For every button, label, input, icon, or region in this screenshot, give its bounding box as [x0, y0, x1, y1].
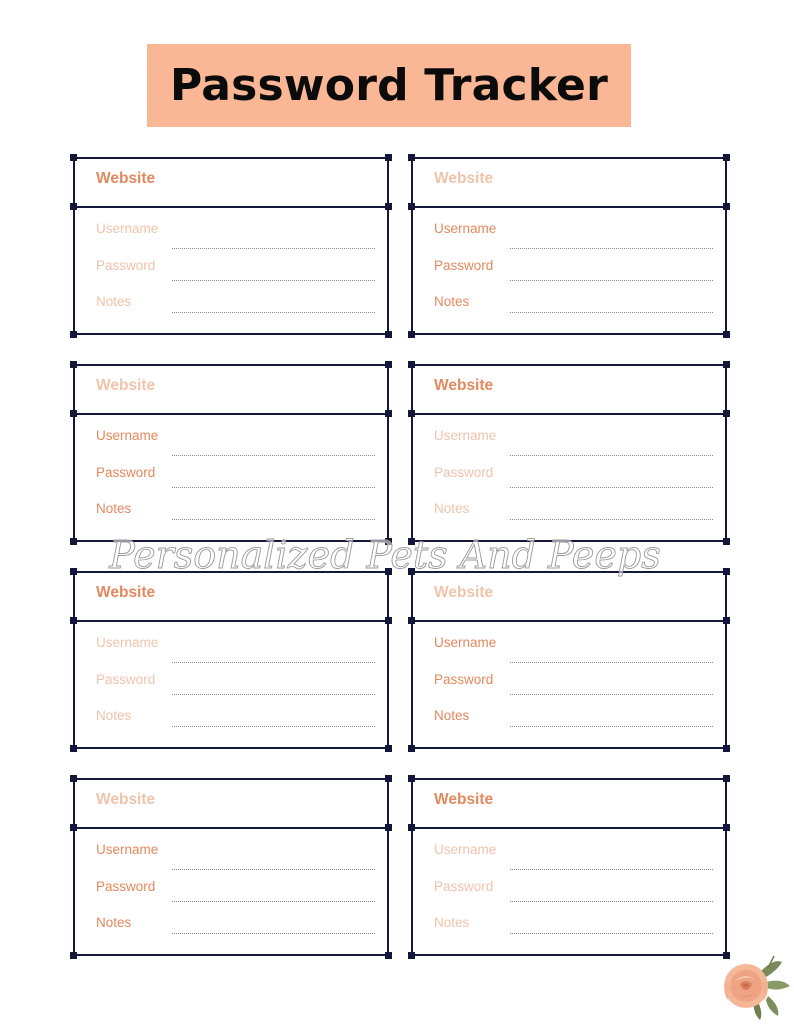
notes-label: Notes — [96, 501, 132, 516]
corner-marker — [385, 952, 392, 959]
card-divider — [413, 827, 725, 829]
username-label: Username — [434, 842, 497, 857]
password-card — [411, 157, 727, 335]
username-line[interactable] — [510, 248, 713, 249]
username-label: Username — [96, 635, 159, 650]
notes-label: Notes — [96, 294, 132, 309]
watermark — [100, 520, 670, 590]
password-line[interactable] — [510, 694, 713, 695]
notes-label: Notes — [96, 708, 132, 723]
corner-marker — [723, 154, 730, 161]
notes-label: Notes — [96, 915, 132, 930]
corner-marker — [385, 745, 392, 752]
password-card — [73, 364, 389, 542]
watermark-text: Personalized Pets And Peeps — [109, 533, 661, 577]
corner-marker — [70, 745, 77, 752]
website-label: Website — [434, 584, 494, 601]
notes-label: Notes — [434, 501, 470, 516]
website-label: Website — [434, 791, 494, 808]
corner-marker — [723, 361, 730, 368]
card-divider — [75, 620, 387, 622]
notes-label: Notes — [434, 915, 470, 930]
password-label: Password — [434, 258, 494, 273]
corner-marker — [408, 331, 415, 338]
username-label: Username — [434, 428, 497, 443]
notes-line[interactable] — [172, 726, 375, 727]
username-label: Username — [96, 428, 159, 443]
password-line[interactable] — [510, 280, 713, 281]
corner-marker — [408, 952, 415, 959]
username-label: Username — [96, 842, 159, 857]
website-label: Website — [96, 377, 156, 394]
username-line[interactable] — [510, 455, 713, 456]
corner-marker — [70, 568, 77, 575]
title-banner — [147, 44, 631, 127]
corner-marker — [70, 331, 77, 338]
username-label: Username — [96, 221, 159, 236]
card-divider — [413, 413, 725, 415]
corner-marker — [70, 952, 77, 959]
password-label: Password — [434, 672, 494, 687]
corner-marker — [408, 154, 415, 161]
notes-line[interactable] — [172, 933, 375, 934]
username-line[interactable] — [510, 869, 713, 870]
password-label: Password — [96, 258, 156, 273]
notes-line[interactable] — [510, 933, 713, 934]
page-title: Password Tracker — [169, 60, 608, 111]
corner-marker — [408, 361, 415, 368]
corner-marker — [70, 154, 77, 161]
card-divider — [75, 413, 387, 415]
username-line[interactable] — [172, 869, 375, 870]
corner-marker — [385, 154, 392, 161]
corner-marker — [70, 538, 77, 545]
website-label: Website — [96, 791, 156, 808]
username-line[interactable] — [172, 455, 375, 456]
password-label: Password — [96, 672, 156, 687]
notes-label: Notes — [434, 294, 470, 309]
website-label: Website — [434, 170, 494, 187]
password-label: Password — [96, 879, 156, 894]
corner-marker — [70, 361, 77, 368]
notes-label: Notes — [434, 708, 470, 723]
password-card — [411, 571, 727, 749]
card-divider — [413, 206, 725, 208]
username-line[interactable] — [172, 248, 375, 249]
website-label: Website — [96, 170, 156, 187]
website-label: Website — [96, 584, 156, 601]
card-divider — [75, 206, 387, 208]
corner-marker — [385, 361, 392, 368]
corner-marker — [723, 775, 730, 782]
password-card — [411, 364, 727, 542]
password-line[interactable] — [172, 901, 375, 902]
corner-marker — [70, 775, 77, 782]
password-line[interactable] — [510, 901, 713, 902]
corner-marker — [723, 568, 730, 575]
notes-line[interactable] — [510, 726, 713, 727]
password-card — [73, 157, 389, 335]
password-card — [73, 778, 389, 956]
password-label: Password — [434, 465, 494, 480]
password-label: Password — [96, 465, 156, 480]
password-line[interactable] — [510, 487, 713, 488]
notes-line[interactable] — [172, 312, 375, 313]
username-line[interactable] — [172, 662, 375, 663]
corner-marker — [723, 538, 730, 545]
password-card — [73, 571, 389, 749]
corner-marker — [723, 331, 730, 338]
username-label: Username — [434, 221, 497, 236]
password-card — [411, 778, 727, 956]
password-line[interactable] — [172, 487, 375, 488]
card-divider — [75, 827, 387, 829]
password-line[interactable] — [172, 694, 375, 695]
username-line[interactable] — [510, 662, 713, 663]
corner-marker — [408, 775, 415, 782]
website-label: Website — [434, 377, 494, 394]
username-label: Username — [434, 635, 497, 650]
corner-marker — [385, 331, 392, 338]
password-line[interactable] — [172, 280, 375, 281]
corner-marker — [385, 775, 392, 782]
corner-marker — [723, 745, 730, 752]
rose-icon — [716, 952, 792, 1022]
corner-marker — [408, 745, 415, 752]
notes-line[interactable] — [510, 312, 713, 313]
password-label: Password — [434, 879, 494, 894]
card-divider — [413, 620, 725, 622]
